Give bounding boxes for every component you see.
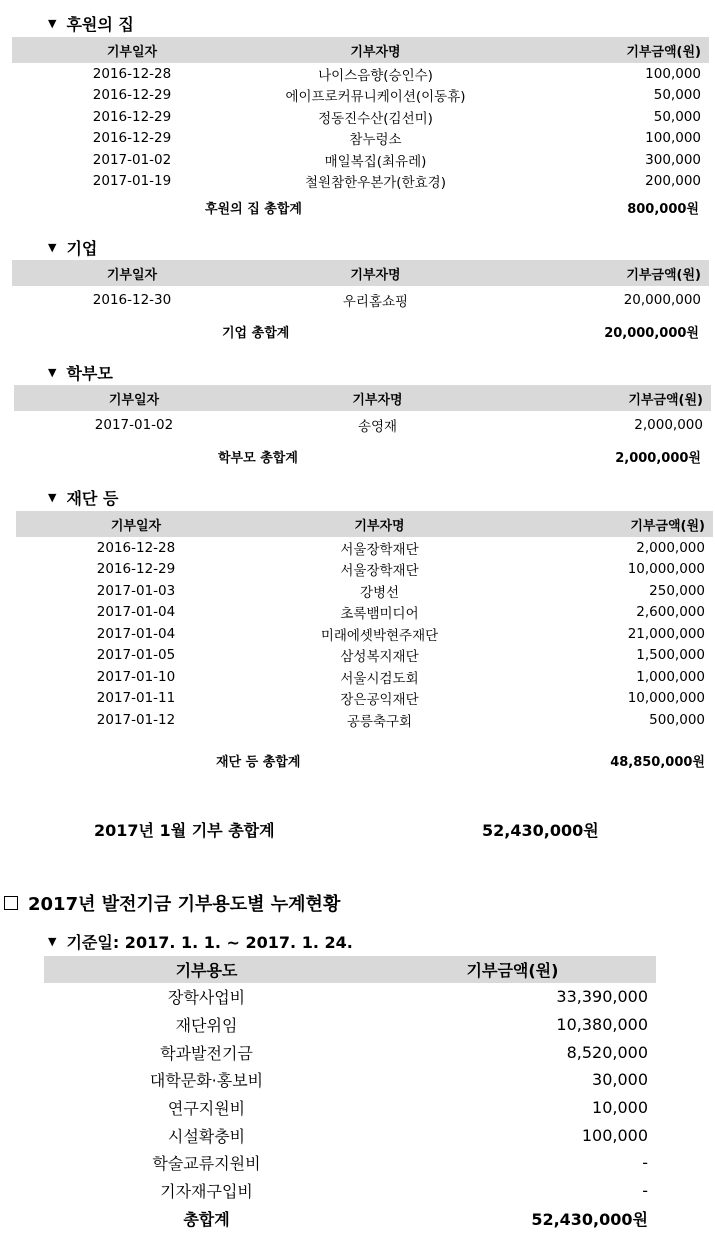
row-donor: 매일복집(최유레) [324,153,427,170]
row-date: 2017-01-11 [96,690,176,707]
row-amount: 1,500,000 [636,647,705,664]
table-row [44,1066,656,1094]
donor-table-foundations [16,511,713,731]
row-date: 2017-01-04 [96,625,176,642]
group-total-label: 재단 등 총합계 [216,755,301,770]
row-donor: 초록뱀미디어 [340,606,419,623]
row-date: 2017-01-12 [96,711,176,728]
usage-amount: 10,380,000 [556,1015,648,1035]
row-date: 2016-12-29 [92,87,172,104]
group-total-value: 20,000,000원 [604,326,699,341]
row-amount: 10,000,000 [627,690,705,707]
table-row [44,983,656,1011]
triangle-down-icon: ▼ [48,491,57,504]
section-title-label: 기업 [66,239,98,258]
header-amount: 기부금액(원) [501,385,711,411]
row-date: 2016-12-28 [92,65,172,82]
table-row [16,623,713,645]
usage-name: 기자재구입비 [160,1182,253,1202]
header-amount: 기부금액(원) [369,956,656,983]
table-header [16,511,713,537]
usage-amount: 33,390,000 [556,987,648,1007]
usage-name: 학술교류지원비 [152,1154,261,1174]
table-header [12,260,709,286]
row-date: 2016-12-29 [96,561,176,578]
table-row [14,411,711,439]
table-row [12,286,709,314]
usage-name: 학과발전기금 [160,1043,253,1063]
table-row [12,171,709,193]
table-row [44,1038,656,1066]
row-date: 2017-01-02 [92,151,172,168]
header-amount: 기부금액(원) [499,37,709,63]
grand-total-label: 2017년 1월 기부 총합계 [94,821,275,840]
usage-name: 대학문화·홍보비 [149,1071,264,1091]
usage-total-label: 총합계 [183,1209,230,1229]
table-row [12,85,709,107]
header-date: 기부일자 [12,260,252,286]
grand-total-value: 52,430,000원 [482,821,599,840]
usage-amount: 10,000 [592,1098,648,1118]
row-amount: 2,000,000 [636,539,705,556]
section-title-foundations [48,486,118,509]
header-donor: 기부자명 [252,37,499,63]
row-date: 2017-01-05 [96,647,176,664]
donor-table-parents [14,385,711,439]
table-row [44,1094,656,1122]
row-date: 2017-01-03 [96,582,176,599]
row-amount: 2,600,000 [636,604,705,621]
row-donor: 서울시검도회 [340,670,419,687]
usage-amount: - [642,1153,648,1173]
table-header [14,385,711,411]
table-row [16,602,713,624]
row-donor: 철원참한우본가(한효경) [305,175,446,192]
section-title-label: 학부모 [66,364,113,383]
usage-total-row [44,1205,656,1233]
header-amount: 기부금액(원) [503,511,713,537]
row-donor: 장은공익재단 [340,692,419,709]
usage-name: 재단위임 [175,1016,238,1036]
header-donor: 기부자명 [256,511,503,537]
usage-name: 장학사업비 [167,988,246,1008]
row-amount: 300,000 [645,151,701,168]
table-row [16,580,713,602]
row-date: 2016-12-29 [92,130,172,147]
row-amount: 100,000 [645,130,701,147]
row-date: 2017-01-02 [94,417,174,433]
header-amount: 기부금액(원) [499,260,709,286]
row-amount: 200,000 [645,173,701,190]
table-row [12,128,709,150]
section-title-parents [48,361,113,384]
section-title-corporate [48,236,97,259]
section-title-supporters [48,12,134,35]
triangle-down-icon: ▼ [48,366,57,379]
usage-table [44,956,656,1232]
table-row [16,559,713,581]
row-donor: 공릉축구회 [346,713,413,730]
group-total-label: 후원의 집 총합계 [205,202,302,217]
row-date: 2016-12-29 [92,108,172,125]
header-use: 기부용도 [44,956,369,983]
row-donor: 송영재 [357,419,398,435]
row-amount: 10,000,000 [627,561,705,578]
table-row [16,688,713,710]
row-date: 2016-12-30 [92,292,172,308]
row-donor: 참누렁소 [349,132,402,149]
row-donor: 서울장학재단 [340,563,419,580]
row-donor: 나이스음향(승인수) [318,67,433,84]
row-amount: 100,000 [645,65,701,82]
square-bullet-icon [4,896,18,910]
table-row [16,537,713,559]
row-date: 2017-01-04 [96,604,176,621]
usage-name: 시설확충비 [167,1126,246,1146]
triangle-down-icon: ▼ [48,17,57,30]
row-amount: 1,000,000 [636,668,705,685]
header-date: 기부일자 [14,385,254,411]
usage-heading [4,890,340,916]
group-total-value: 48,850,000원 [610,755,705,770]
group-total-value: 2,000,000원 [615,451,701,466]
row-date: 2017-01-10 [96,668,176,685]
table-header [44,956,656,983]
row-donor: 삼성복지재단 [340,649,419,666]
row-amount: 21,000,000 [627,625,705,642]
table-header [12,37,709,63]
row-amount: 50,000 [653,87,701,104]
table-row [44,1011,656,1039]
usage-basis [48,930,353,953]
table-row [12,149,709,171]
group-total-label: 학부모 총합계 [218,451,298,466]
row-amount: 250,000 [649,582,705,599]
row-donor: 미래에셋박현주재단 [320,627,439,644]
section-title-label: 후원의 집 [66,15,134,34]
row-amount: 2,000,000 [634,417,703,433]
table-row [44,1149,656,1177]
usage-amount: 30,000 [592,1070,648,1090]
row-donor: 우리홈쇼핑 [342,294,409,310]
usage-amount: - [642,1181,648,1201]
row-donor: 에이프로커뮤니케이션(이동휴) [285,89,466,106]
usage-basis-text: 기준일: 2017. 1. 1. ~ 2017. 1. 24. [66,933,353,952]
row-donor: 정동진수산(김선미) [318,110,433,127]
header-donor: 기부자명 [254,385,501,411]
donor-table-corporate [12,260,709,314]
header-donor: 기부자명 [252,260,499,286]
donor-table-supporters [12,37,709,192]
usage-heading-text: 2017년 발전기금 기부용도별 누계현황 [28,894,341,915]
table-row [16,666,713,688]
row-donor: 서울장학재단 [340,541,419,558]
usage-total-value: 52,430,000원 [531,1209,648,1229]
usage-name: 연구지원비 [167,1099,246,1119]
group-total-label: 기업 총합계 [222,326,290,341]
row-amount: 50,000 [653,108,701,125]
row-amount: 500,000 [649,711,705,728]
usage-amount: 8,520,000 [566,1042,648,1062]
triangle-down-icon: ▼ [48,241,57,254]
table-row [44,1121,656,1149]
table-row [12,63,709,85]
group-total-value: 800,000원 [627,202,699,217]
usage-amount: 100,000 [581,1125,648,1145]
table-row [16,645,713,667]
row-date: 2017-01-19 [92,173,172,190]
section-title-label: 재단 등 [66,489,119,508]
row-donor: 강병선 [359,584,400,601]
row-date: 2016-12-28 [96,539,176,556]
table-row [12,106,709,128]
table-row [16,709,713,731]
row-amount: 20,000,000 [623,292,701,308]
header-date: 기부일자 [12,37,252,63]
table-row [44,1177,656,1205]
header-date: 기부일자 [16,511,256,537]
triangle-down-icon: ▼ [48,935,57,948]
